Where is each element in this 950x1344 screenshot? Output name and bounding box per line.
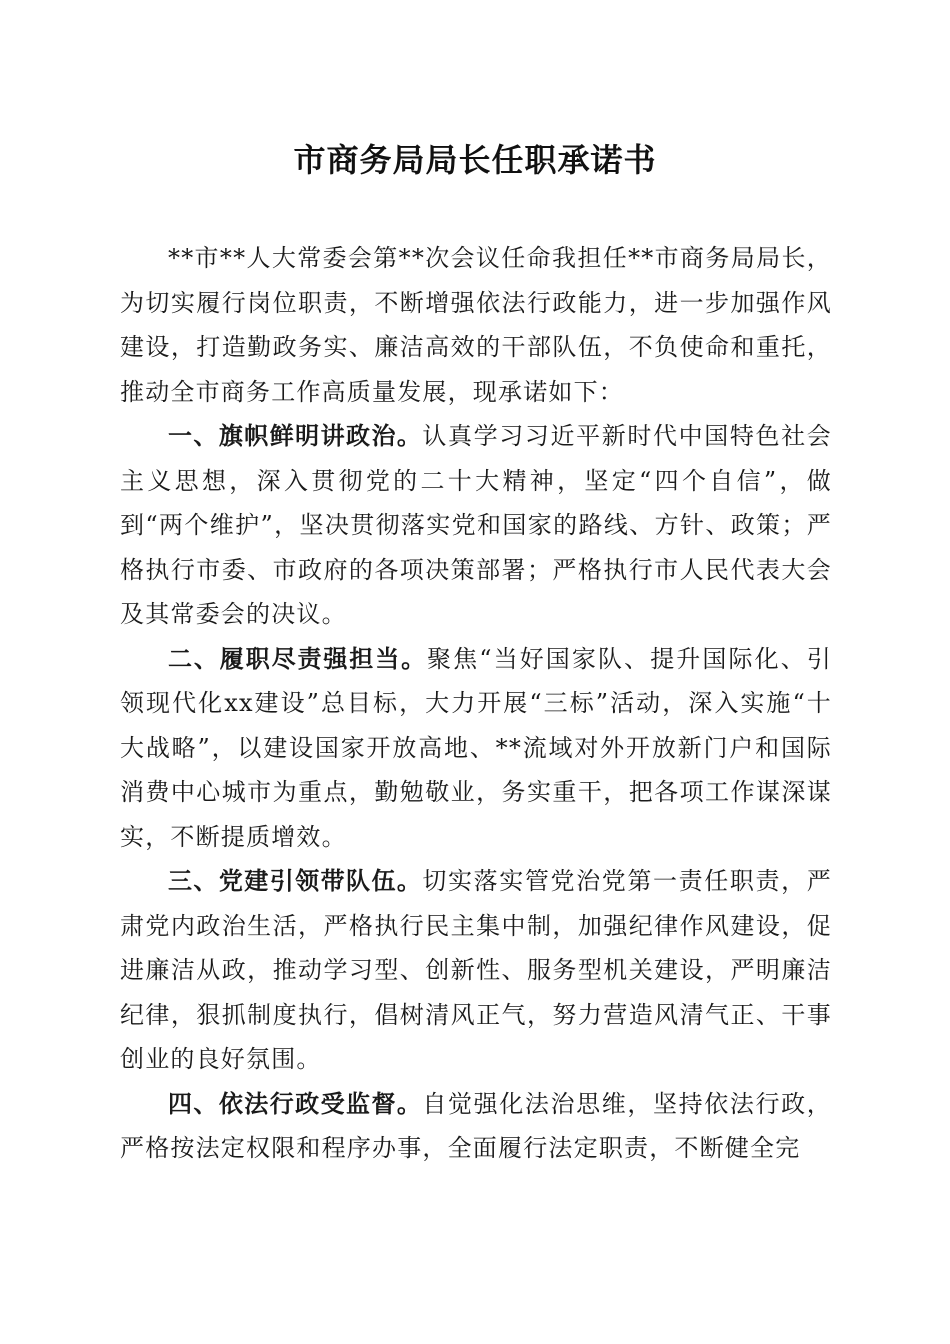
section-text-2: 聚焦“当好国家队、提升国际化、引领现代化xx建设”总目标，大力开展“三标”活动，深入实施“十大战略”，以建设国家开放高地、**流域对外开放新门户和国际消费中心城市为重点，勤勉敬业，务实重干，把各项工作谋深谋实，不断提质增效。 [120,644,833,851]
section-paragraph-1 [120,414,832,637]
section-text-1: 认真学习习近平新时代中国特色社会主义思想，深入贯彻党的二十大精神，坚定“四个自信”，做到“两个维护”，坚决贯彻落实党和国家的路线、方针、政策；严格执行市委、市政府的各项决策部署；严格执行市人民代表大会及其常委会的决议。 [120,422,833,628]
document-body [120,236,832,1171]
section-paragraph-3 [120,859,832,1082]
section-paragraph-2 [120,637,832,860]
section-heading-1: 一、旗帜鲜明讲政治。 [168,422,423,450]
section-paragraph-4 [120,1082,832,1171]
section-heading-2: 二、履职尽责强担当。 [168,644,428,673]
intro-paragraph: **市**人大常委会第**次会议任命我担任**市商务局局长，为切实履行岗位职责，不断增强依法行政能力，进一步加强作风建设，打造勤政务实、廉洁高效的干部队伍，不负使命和重托，推动全市商务工作高质量发展，现承诺如下： [120,244,832,406]
document-title: 市商务局局长任职承诺书 [293,141,657,179]
section-text-3: 切实落实管党治党第一责任职责，严肃党内政治生活，严格执行民主集中制，加强纪律作风建设，促进廉洁从政，推动学习型、创新性、服务型机关建设，严明廉洁纪律，狠抓制度执行，倡树清风正气，努力营造风清气正、干事创业的良好氛围。 [120,867,833,1073]
section-heading-3: 三、党建引领带队伍。 [168,867,423,895]
section-text-4: 自觉强化法治思维，坚持依法行政，严格按法定权限和程序办事，全面履行法定职责，不断健全完 [120,1089,833,1162]
section-heading-4: 四、依法行政受监督。 [168,1089,423,1118]
